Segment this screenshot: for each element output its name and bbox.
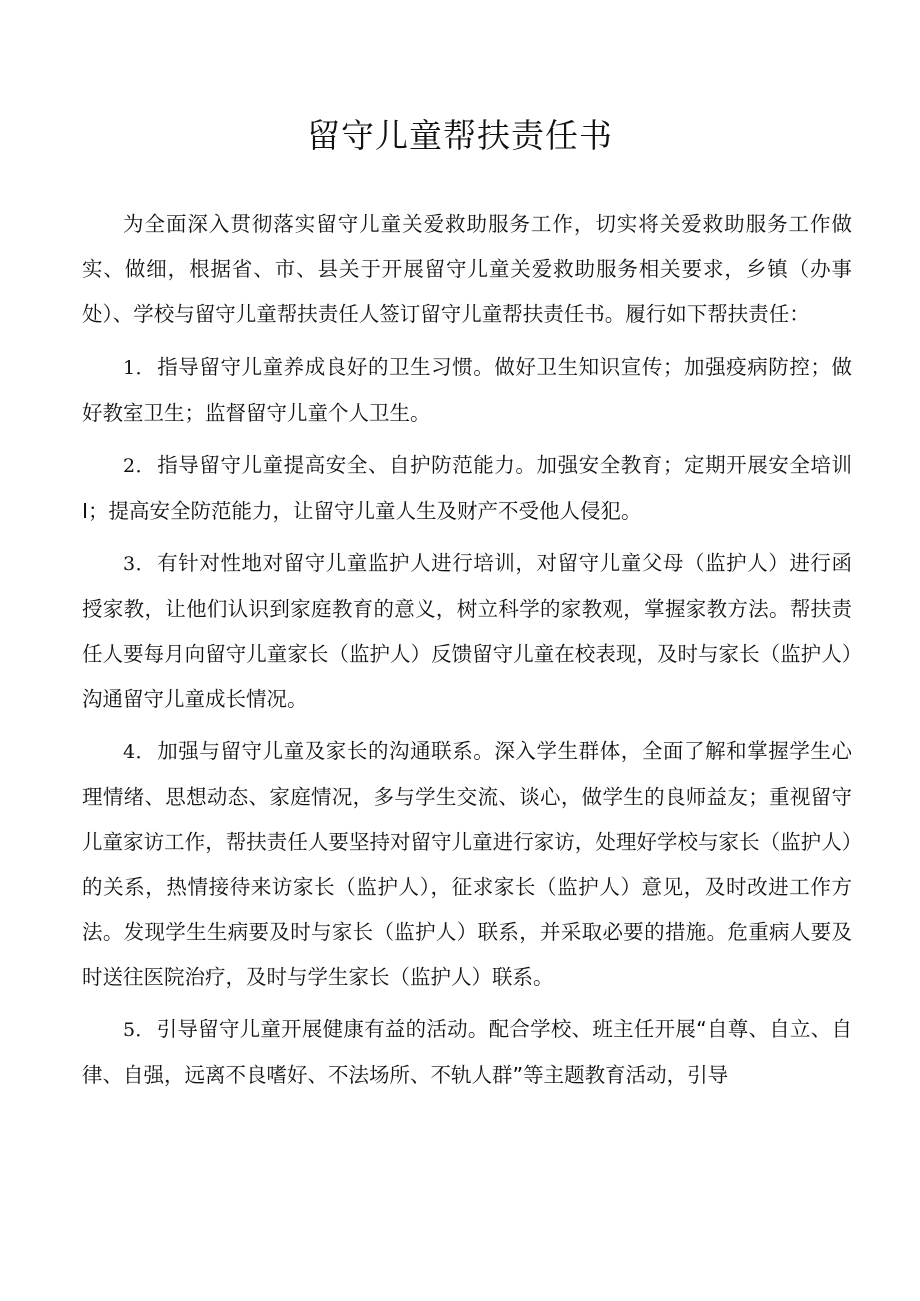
item-number: 5． — [123, 1019, 155, 1041]
item-paragraph-3 — [82, 541, 852, 722]
item-number: 1． — [123, 357, 156, 379]
item-number: 3． — [123, 553, 156, 575]
document-title: 留守儿童帮扶责任书 — [307, 116, 613, 155]
item-paragraph-5 — [82, 1007, 852, 1098]
item-number: 4． — [123, 741, 156, 763]
item-paragraph-4 — [82, 729, 852, 1000]
item-text: 有针对性地对留守儿童监护人进行培训，对留守儿童父母（监护人）进行函授家教，让他们认识到家庭教育的意义，树立科学的家教观，掌握家教方法。帮扶责任人要每月向留守儿童家长（监护人）反馈留守儿童在校表现，及时与家长（监护人）沟通留守儿童成长情况。 — [82, 551, 852, 711]
item-paragraph-2 — [82, 443, 852, 534]
item-text: 引导留守儿童开展健康有益的活动。配合学校、班主任开展“自尊、自立、自律、自强，远离不良嗜好、不法场所、不轨人群”等主题教育活动，引导 — [82, 1017, 852, 1087]
item-text: 加强与留守儿童及家长的沟通联系。深入学生群体，全面了解和掌握学生心理情绪、思想动态、家庭情况，多与学生交流、谈心，做学生的良师益友；重视留守儿童家访工作，帮扶责任人要坚持对留守儿童进行家访，处理好学校与家长（监护人）的关系，热情接待来访家长（监护人），征求家长（监护人）意见，及时改进工作方法。发现学生生病要及时与家长（监护人）联系，并采取必要的措施。危重病人要及时送往医院治疗，及时与学生家长（监护人）联系。 — [82, 739, 852, 989]
intro-paragraph: 为全面深入贯彻落实留守儿童关爱救助服务工作，切实将关爱救助服务工作做实、做细，根据省、市、县关于开展留守儿童关爱救助服务相关要求，乡镇（办事处）、学校与留守儿童帮扶责任人签订留守儿童帮扶责任书。履行如下帮扶责任： — [82, 212, 852, 326]
item-paragraph-1 — [82, 345, 852, 436]
item-text: 指导留守儿童养成良好的卫生习惯。做好卫生知识宣传；加强疫病防控；做好教室卫生；监督留守儿童个人卫生。 — [82, 355, 852, 425]
item-text: 指导留守儿童提高安全、自护防范能力。加强安全教育；定期开展安全培训I；提高安全防范能力，让留守儿童人生及财产不受他人侵犯。 — [82, 453, 852, 523]
item-number: 2． — [123, 455, 156, 477]
document-body — [82, 202, 852, 1105]
